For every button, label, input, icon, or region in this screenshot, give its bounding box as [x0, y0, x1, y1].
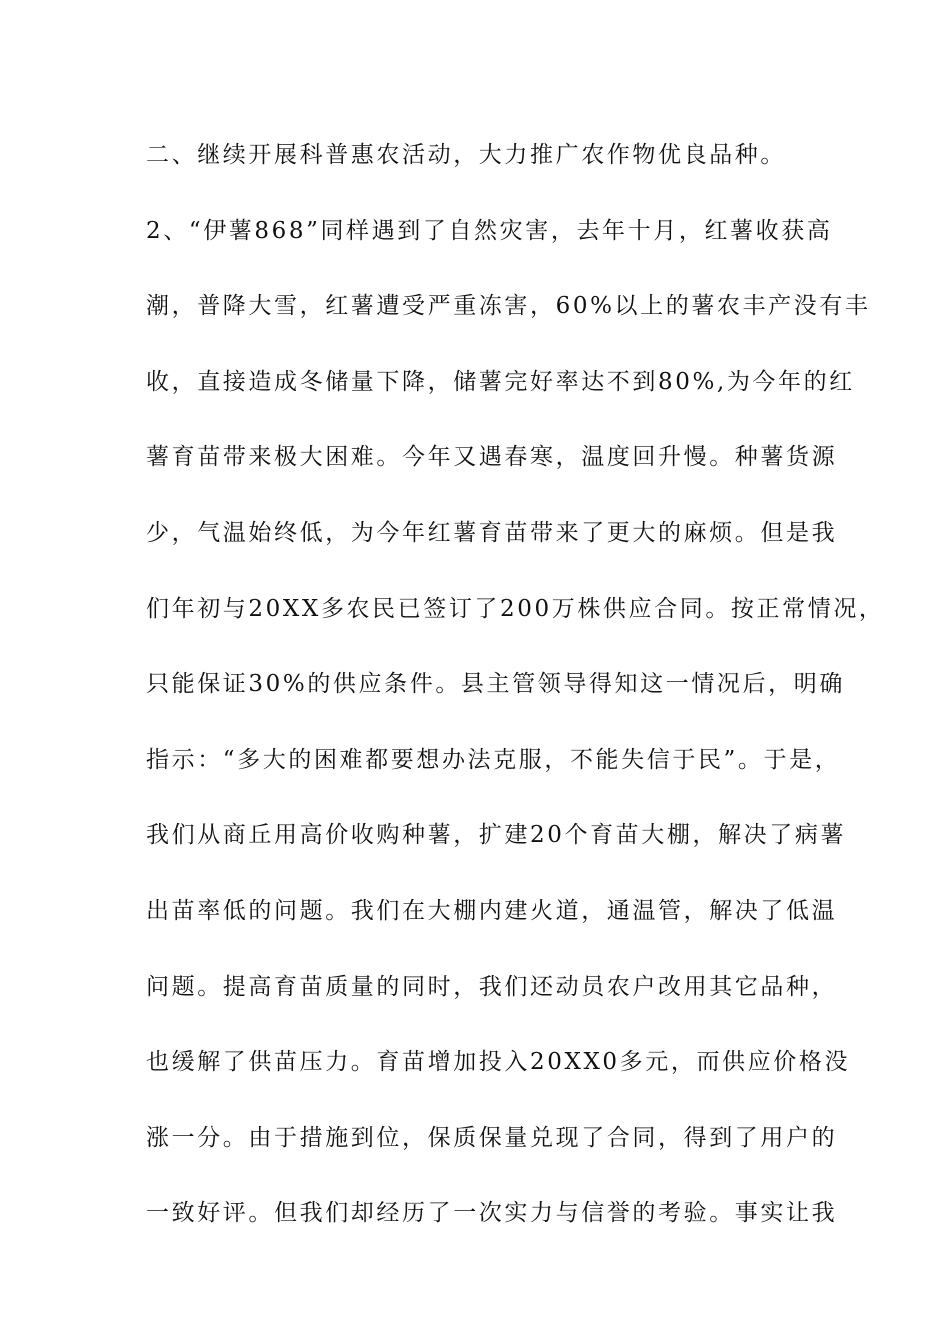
body-text [146, 126, 885, 1260]
text-line: 问题。提高育苗质量的同时，我们还动员农户改用其它品种， [146, 973, 838, 1000]
text-line: 薯育苗带来极大困难。今年又遇春寒，温度回升慢。种薯货源 [146, 444, 838, 471]
text-line: 2、“伊薯868”同样遇到了自然灾害，去年十月，红薯收获高 [146, 217, 833, 244]
text-line: 少，气温始终低，为今年红薯育苗带来了更大的麻烦。但是我 [146, 519, 838, 546]
text-line: 出苗率低的问题。我们在大棚内建火道，通温管，解决了低温 [146, 897, 838, 924]
text-line: 收，直接造成冬储量下降，储薯完好率达不到80%,为今年的红 [146, 368, 855, 395]
text-line: 二、继续开展科普惠农活动，大力推广农作物优良品种。 [146, 142, 786, 168]
text-line: 也缓解了供苗压力。育苗增加投入20XX0多元，而供应价格没 [146, 1049, 851, 1076]
text-line: 们年初与20XX多农民已签订了200万株供应合同。按正常情况， [146, 595, 885, 622]
text-line: 指示：“多大的困难都要想办法克服，不能失信于民”。于是， [146, 746, 841, 773]
text-line: 潮，普降大雪，红薯遭受严重冻害，60%以上的薯农丰产没有丰 [146, 293, 871, 320]
text-line: 一致好评。但我们却经历了一次实力与信誉的考验。事实让我 [146, 1200, 838, 1227]
text-line: 只能保证30%的供应条件。县主管领导得知这一情况后，明确 [146, 671, 845, 698]
text-line: 涨一分。由于措施到位，保质保量兑现了合同，得到了用户的 [146, 1124, 838, 1151]
text-line: 我们从商丘用高价收购种薯，扩建20个育苗大棚，解决了病薯 [146, 822, 847, 849]
